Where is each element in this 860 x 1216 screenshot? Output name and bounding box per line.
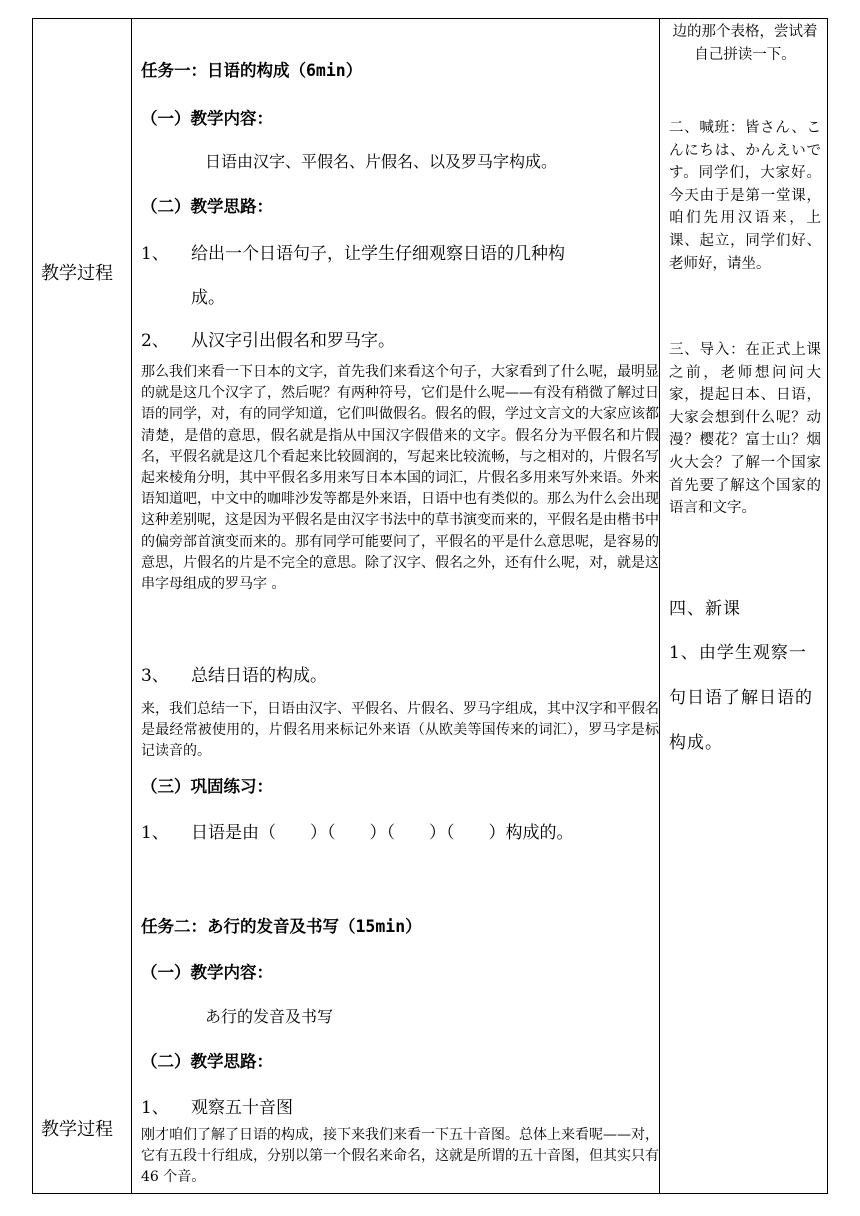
task1-title: 任务一：日语的构成（6min） — [141, 61, 363, 80]
task1-step3 — [141, 661, 327, 686]
task1-content-text: 日语由汉字、平假名、片假名、以及罗马字构成。 — [205, 152, 558, 171]
row-label-bottom: 教学过程 — [41, 1119, 113, 1140]
task1-step1-text-cont: 成。 — [191, 288, 225, 308]
side-section-4-text: 1、由学生观察一句日语了解日语的构成。 — [669, 643, 813, 753]
task2-paragraph-1: 刚才咱们了解了日语的构成，接下来我们来看一下五十音图。总体上来看呢——对，它有五段十行组成，分别以第一个假名来命名，这就是所谓的五十音图，但其实只有 46 个音。 — [141, 1127, 659, 1186]
row-label-top: 教学过程 — [41, 263, 113, 284]
task2-thinking-heading: （二）教学思路： — [141, 1052, 273, 1071]
task1-thinking-heading: （二）教学思路： — [141, 197, 273, 216]
task2-step1 — [141, 1093, 293, 1118]
task1-content-heading: （一）教学内容： — [141, 109, 273, 128]
side-section-3: 三、导入：在正式上课之前，老师想问问大家，提起日本、日语，大家会想到什么呢？动漫？樱花？富士山？烟火大会？了解一个国家首先要了解这个国家的语言和文字。 — [669, 342, 821, 517]
column-divider-right — [659, 19, 660, 1193]
task2-step1-num: 1、 — [141, 1098, 169, 1118]
task1-step2-num: 2、 — [141, 331, 169, 351]
task2-content-text: あ行的发音及书写 — [205, 1007, 334, 1026]
task1-step3-text: 总结日语的构成。 — [191, 666, 327, 686]
task1-practice-text: 日语是由（ ）（ ）（ ）（ ）构成的。 — [191, 823, 574, 843]
task1-step2 — [141, 326, 395, 351]
task1-step2-text: 从汉字引出假名和罗马字。 — [191, 331, 395, 351]
side-section-2: 二、喊班：皆さん、こんにちは、かんえいです。同学们，大家好。今天由于是第一堂课，咱们先用汉语来，上课、起立，同学们好、老师好，请坐。 — [669, 120, 821, 272]
lesson-plan-table — [32, 18, 828, 1194]
task1-step1-num: 1、 — [141, 244, 169, 264]
task1-paragraph-1: 那么我们来看一下日本的文字，首先我们来看这个句子，大家看到了什么呢，最明显的就是这几个汉字了，然后呢？有两种符号，它们是什么呢——有没有稍微了解过日语的同学，对，有的同学知道，它们叫做假名。假名的假，学过文言文的大家应该都清楚，是借的意思，假名就是指从中国汉字假借来的文字。假名分为平假名和片假名，平假名就是这几个看起来比较圆润的，写起来比较流畅，与之相对的，片假名写起来棱角分明，其中平假名多用来写日本本国的词汇，片假名多用来写外来语。外来语知道吧，中文中的咖啡沙发等都是外来语，日语中也有类似的。那么为什么会出现这种差别呢，这是因为平假名是由汉字书法中的草书演变而来的，平假名是由楷书中的偏旁部首演变而来的。那有同学可能要问了，平假名的平是什么意思呢，是容易的意思，片假名的片是不完全的意思。除了汉字、假名之外，还有什么呢，对，就是这串字母组成的罗马字 。 — [141, 364, 659, 593]
task1-step1-text: 给出一个日语句子，让学生仔细观察日语的几种构 — [191, 244, 565, 264]
task1-practice-num: 1、 — [141, 823, 169, 843]
side-intro: 边的那个表格，尝试着自己拼读一下。 — [672, 24, 818, 63]
column-divider-left — [131, 19, 132, 1193]
task1-practice-heading: （三）巩固练习： — [141, 777, 273, 796]
task1-step1 — [141, 239, 661, 264]
task1-practice-item — [141, 818, 661, 843]
task1-paragraph-2: 来，我们总结一下，日语由汉字、平假名、片假名、罗马字组成，其中汉字和平假名是最经常被使用的，片假名用来标记外来语（从欧美等国传来的词汇），罗马字是标记读音的。 — [141, 701, 659, 760]
side-section-4-title: 四、新课 — [669, 599, 741, 619]
task2-step1-text: 观察五十音图 — [191, 1098, 293, 1118]
task2-content-heading: （一）教学内容： — [141, 963, 273, 982]
task1-step3-num: 3、 — [141, 666, 169, 686]
task2-title: 任务二：あ行的发音及书写（15min） — [141, 917, 422, 936]
